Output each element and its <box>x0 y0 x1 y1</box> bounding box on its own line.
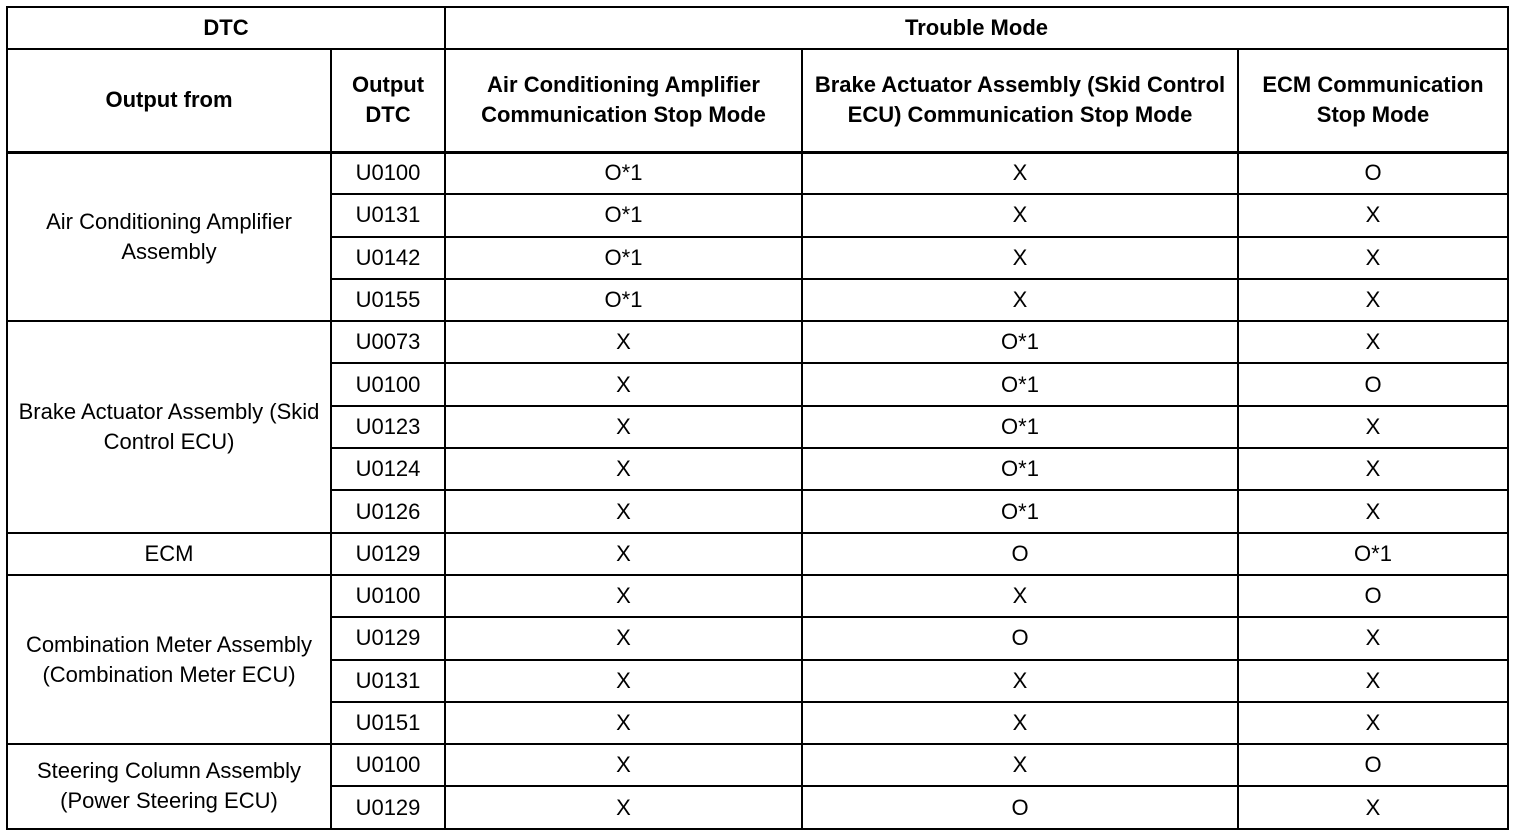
output-dtc-header: Output DTC <box>331 49 445 152</box>
mode-brake-cell: X <box>802 194 1238 236</box>
output-dtc-cell: U0131 <box>331 660 445 702</box>
output-dtc-cell: U0129 <box>331 533 445 575</box>
mode-ecm-cell: X <box>1238 448 1508 490</box>
output-dtc-cell: U0131 <box>331 194 445 236</box>
mode-ecm-cell: X <box>1238 406 1508 448</box>
mode-ac-cell: O*1 <box>445 237 802 279</box>
mode-ac-cell: X <box>445 575 802 617</box>
header-row-top <box>7 7 1508 49</box>
mode-ac-cell: X <box>445 617 802 659</box>
mode-ac-cell: X <box>445 490 802 532</box>
table-row <box>7 575 1508 617</box>
table-row <box>7 533 1508 575</box>
mode-ecm-cell: O <box>1238 575 1508 617</box>
mode-ac-cell: X <box>445 448 802 490</box>
mode-ecm-cell: O <box>1238 363 1508 405</box>
mode-ecm-cell: X <box>1238 617 1508 659</box>
mode-ac-cell: O*1 <box>445 194 802 236</box>
mode-brake-cell: O <box>802 533 1238 575</box>
mode-ecm-cell: X <box>1238 702 1508 744</box>
output-dtc-cell: U0100 <box>331 744 445 786</box>
mode-brake-cell: O*1 <box>802 363 1238 405</box>
table-body <box>7 152 1508 829</box>
mode-ecm-cell: X <box>1238 660 1508 702</box>
output-dtc-cell: U0073 <box>331 321 445 363</box>
output-dtc-cell: U0126 <box>331 490 445 532</box>
mode-ac-header: Air Conditioning Amplifier Communication Stop Mode <box>445 49 802 152</box>
table-row <box>7 152 1508 194</box>
mode-ac-cell: X <box>445 533 802 575</box>
mode-brake-cell: X <box>802 237 1238 279</box>
mode-brake-cell: X <box>802 660 1238 702</box>
mode-ecm-cell: X <box>1238 490 1508 532</box>
mode-ecm-cell: X <box>1238 786 1508 828</box>
output-dtc-cell: U0100 <box>331 575 445 617</box>
table-row <box>7 744 1508 786</box>
mode-ac-cell: O*1 <box>445 279 802 321</box>
mode-ecm-cell: X <box>1238 321 1508 363</box>
mode-brake-cell: O*1 <box>802 448 1238 490</box>
mode-brake-cell: X <box>802 575 1238 617</box>
mode-ecm-cell: X <box>1238 279 1508 321</box>
mode-ac-cell: X <box>445 660 802 702</box>
output-from-cell: ECM <box>7 533 331 575</box>
table-row <box>7 321 1508 363</box>
output-from-cell: Air Conditioning Amplifier Assembly <box>7 152 331 321</box>
mode-brake-cell: O*1 <box>802 321 1238 363</box>
mode-ac-cell: X <box>445 786 802 828</box>
mode-brake-cell: O <box>802 617 1238 659</box>
mode-brake-cell: X <box>802 152 1238 194</box>
mode-brake-header: Brake Actuator Assembly (Skid Control ECU) Communication Stop Mode <box>802 49 1238 152</box>
mode-ac-cell: O*1 <box>445 152 802 194</box>
output-dtc-cell: U0100 <box>331 363 445 405</box>
mode-brake-cell: X <box>802 702 1238 744</box>
mode-ecm-cell: X <box>1238 194 1508 236</box>
mode-brake-cell: X <box>802 744 1238 786</box>
mode-ecm-header: ECM Communication Stop Mode <box>1238 49 1508 152</box>
mode-ac-cell: X <box>445 744 802 786</box>
output-from-cell: Brake Actuator Assembly (Skid Control ECU) <box>7 321 331 532</box>
output-dtc-cell: U0155 <box>331 279 445 321</box>
output-dtc-cell: U0129 <box>331 617 445 659</box>
output-from-header: Output from <box>7 49 331 152</box>
header-row-columns <box>7 49 1508 152</box>
output-dtc-cell: U0124 <box>331 448 445 490</box>
mode-brake-cell: X <box>802 279 1238 321</box>
output-dtc-cell: U0123 <box>331 406 445 448</box>
mode-brake-cell: O*1 <box>802 490 1238 532</box>
trouble-mode-header: Trouble Mode <box>445 7 1508 49</box>
output-dtc-cell: U0151 <box>331 702 445 744</box>
output-dtc-cell: U0142 <box>331 237 445 279</box>
mode-brake-cell: O <box>802 786 1238 828</box>
output-dtc-cell: U0129 <box>331 786 445 828</box>
output-from-cell: Combination Meter Assembly (Combination Meter ECU) <box>7 575 331 744</box>
dtc-trouble-mode-table <box>6 6 1509 830</box>
mode-brake-cell: O*1 <box>802 406 1238 448</box>
mode-ac-cell: X <box>445 321 802 363</box>
output-from-cell: Steering Column Assembly (Power Steering ECU) <box>7 744 331 829</box>
mode-ecm-cell: O <box>1238 152 1508 194</box>
mode-ac-cell: X <box>445 406 802 448</box>
mode-ecm-cell: X <box>1238 237 1508 279</box>
dtc-header: DTC <box>7 7 445 49</box>
output-dtc-cell: U0100 <box>331 152 445 194</box>
mode-ac-cell: X <box>445 702 802 744</box>
mode-ecm-cell: O*1 <box>1238 533 1508 575</box>
mode-ac-cell: X <box>445 363 802 405</box>
mode-ecm-cell: O <box>1238 744 1508 786</box>
